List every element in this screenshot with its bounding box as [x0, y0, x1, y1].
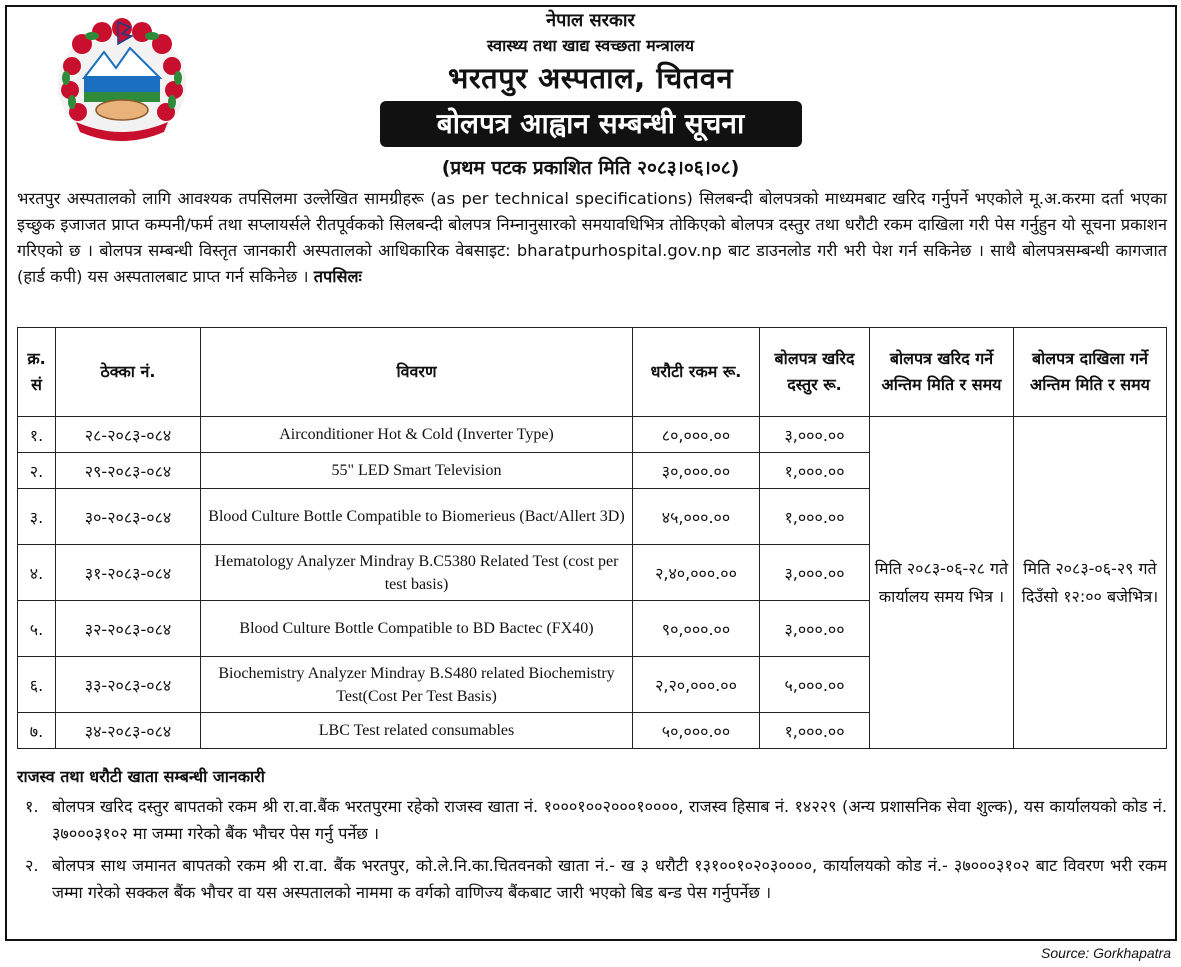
col-header-fee: बोलपत्र खरिद दस्तुर रू. [760, 328, 870, 417]
row-description: LBC Test related consumables [201, 713, 633, 749]
table-header-row [18, 328, 1167, 417]
row-fee: १,०००.०० [760, 713, 870, 749]
hospital-name: भरतपुर अस्पताल, चितवन [447, 61, 734, 95]
purchase-deadline-cell: मिति २०८३-०६-२८ गते कार्यालय समय भित्र । [870, 417, 1014, 749]
row-fee: ३,०००.०० [760, 601, 870, 657]
row-sn: ६. [18, 657, 56, 713]
row-contract: ३१-२०८३-०८४ [56, 545, 201, 601]
row-fee: १,०००.०० [760, 489, 870, 545]
row-contract: ३४-२०८३-०८४ [56, 713, 201, 749]
item-text: बोलपत्र साथ जमानत बापतको रकम श्री रा.वा. बैंक भरतपुर, को.ले.नि.का.चितवनको खाता नं.- ख ३ धरौटी १३१००१०२०३००००, कार्यालयको कोड नं.- ३७०००३१०२ बाट विवरण भरी रकम जम्मा गरेको सक्कल बैंक भौचर वा यस अस्पतालको नाममा क वर्गको वाणिज्य बैंकबाट जारी भएको बिड बन्ड पेस गर्नुपर्नेछ । [52, 856, 1167, 902]
row-sn: ४. [18, 545, 56, 601]
account-info-item [17, 793, 1167, 847]
col-header-purchase-deadline: बोलपत्र खरिद गर्ने अन्तिम मिति र समय [870, 328, 1014, 417]
col-header-deposit: धरौटी रकम रू. [633, 328, 760, 417]
account-info-item [17, 852, 1167, 906]
row-description: Airconditioner Hot & Cold (Inverter Type) [201, 417, 633, 453]
row-fee: ३,०००.०० [760, 545, 870, 601]
row-description: 55" LED Smart Television [201, 453, 633, 489]
row-deposit: ८०,०००.०० [633, 417, 760, 453]
row-sn: ७. [18, 713, 56, 749]
row-description: Blood Culture Bottle Compatible to Biomerieus (Bact/Allert 3D) [201, 489, 633, 545]
source-credit: Source: Gorkhapatra [1041, 945, 1171, 961]
row-fee: १,०००.०० [760, 453, 870, 489]
row-description: Blood Culture Bottle Compatible to BD Bactec (FX40) [201, 601, 633, 657]
row-deposit: ३०,०००.०० [633, 453, 760, 489]
row-contract: २९-२०८३-०८४ [56, 453, 201, 489]
row-description: Biochemistry Analyzer Mindray B.S480 related Biochemistry Test(Cost Per Test Basis) [201, 657, 633, 713]
item-number: १. [25, 797, 39, 816]
intro-text: भरतपुर अस्पतालको लागि आवश्यक तपसिलमा उल्लेखित सामग्रीहरू (as per technical specifications) सिलबन्दी बोलपत्रको माध्यमबाट खरिद गर्नुपर्ने भएकोले मू.अ.करमा दर्ता भएका इच्छुक इजाजत प्राप्त कम्पनी/फर्म तथा सप्लायर्सले रीतपूर्वकको सिलबन्दी बोलपत्र निम्नानुसारको समयावधिभित्र तोकिएको बोलपत्र दस्तुर तथा धरौटी रकम दाखिला गरी पेस गर्नुहुन यो सूचना प्रकाशन गरिएको छ । बोलपत्र सम्बन्धी विस्तृत जानकारी अस्पतालको आधिकारिक वेबसाइट: bharatpurhospital.gov.np बाट डाउनलोड गरी भरी पेश गर्न सकिनेछ । साथै बोलपत्रसम्बन्धी कागजात (हार्ड कपी) यस अस्पतालबाट प्राप्त गर्न सकिनेछ । [17, 189, 1167, 286]
tender-table [17, 327, 1167, 749]
row-fee: ३,०००.०० [760, 417, 870, 453]
col-header-contract: ठेक्का नं. [56, 328, 201, 417]
row-sn: १. [18, 417, 56, 453]
intro-paragraph [17, 186, 1167, 290]
row-deposit: २,२०,०००.०० [633, 657, 760, 713]
row-contract: ३०-२०८३-०८४ [56, 489, 201, 545]
row-deposit: ९०,०००.०० [633, 601, 760, 657]
government-name: नेपाल सरकार [546, 10, 635, 31]
details-label: तपसिलः [313, 267, 362, 286]
first-published-date: (प्रथम पटक प्रकाशित मिति २०८३।०६।०८) [441, 157, 740, 179]
row-fee: ५,०००.०० [760, 657, 870, 713]
submission-deadline-cell: मिति २०८३-०६-२९ गते दिउँसो १२:०० बजेभित्र। [1014, 417, 1167, 749]
account-info-heading: राजस्व तथा धरौटी खाता सम्बन्धी जानकारी [17, 767, 265, 786]
row-sn: ३. [18, 489, 56, 545]
row-deposit: ५०,०००.०० [633, 713, 760, 749]
col-header-description: विवरण [201, 328, 633, 417]
item-number: २. [25, 856, 39, 875]
row-contract: ३२-२०८३-०८४ [56, 601, 201, 657]
ministry-name: स्वास्थ्य तथा खाद्य स्वच्छता मन्त्रालय [486, 36, 695, 55]
row-contract: ३३-२०८३-०८४ [56, 657, 201, 713]
table-row [18, 417, 1167, 453]
col-header-sn: क्र. सं [18, 328, 56, 417]
row-sn: ५. [18, 601, 56, 657]
row-sn: २. [18, 453, 56, 489]
row-contract: २८-२०८३-०८४ [56, 417, 201, 453]
row-deposit: २,४०,०००.०० [633, 545, 760, 601]
item-text: बोलपत्र खरिद दस्तुर बापतको रकम श्री रा.वा.बैंक भरतपुरमा रहेको राजस्व खाता नं. १०००१००२०००१००००, राजस्व हिसाब नं. १४२२९ (अन्य प्रशासनिक सेवा शुल्क), यस कार्यालयको कोड नं. ३७०००३१०२ मा जम्मा गरेको बैंक भौचर पेस गर्नु पर्नेछ । [52, 797, 1167, 843]
col-header-submission-deadline: बोलपत्र दाखिला गर्ने अन्तिम मिति र समय [1014, 328, 1167, 417]
row-description: Hematology Analyzer Mindray B.C5380 Related Test (cost per test basis) [201, 545, 633, 601]
notice-title: बोलपत्र आह्वान सम्बन्धी सूचना [436, 107, 745, 140]
row-deposit: ४५,०००.०० [633, 489, 760, 545]
